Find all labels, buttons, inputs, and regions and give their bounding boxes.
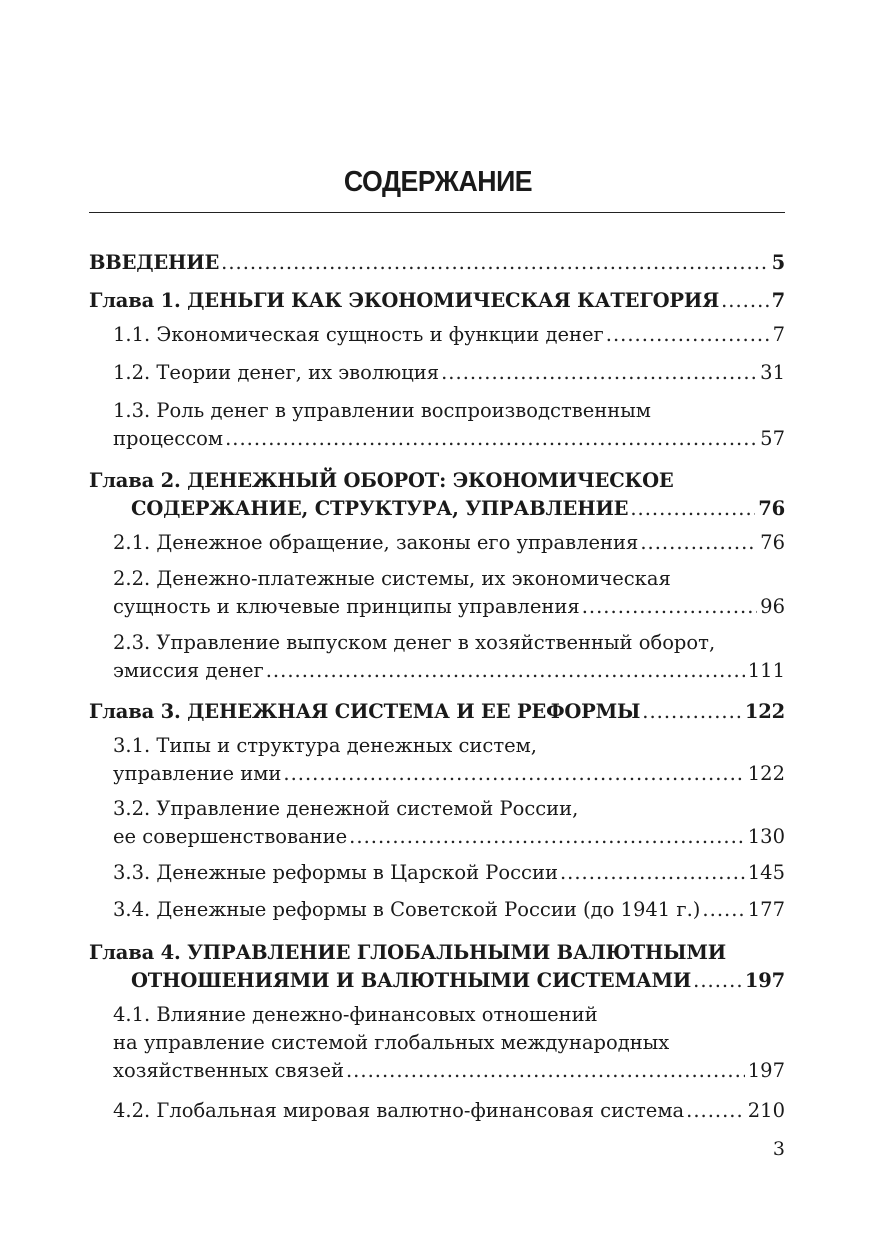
toc-page-number: 96	[760, 595, 785, 618]
toc-chapter[interactable]	[89, 467, 785, 523]
toc-page-number: 76	[758, 497, 785, 520]
toc-entry-title: Глава 2. ДЕНЕЖНЫЙ ОБОРОТ: ЭКОНОМИЧЕСКОЕ	[89, 469, 674, 492]
page-title: СОДЕРЖАНИЕ	[343, 166, 533, 198]
dot-leader	[582, 593, 757, 621]
dot-leader	[702, 896, 744, 924]
toc-section[interactable]	[89, 795, 785, 851]
toc-page-number: 122	[744, 700, 785, 723]
dot-leader	[560, 859, 745, 887]
dot-leader	[266, 657, 745, 685]
toc-page-number: 210	[747, 1099, 785, 1122]
toc-page-number: 197	[744, 969, 785, 992]
toc-entry-title: 3.4. Денежные реформы в Советской России (до 1941 г.)	[113, 898, 701, 921]
toc-entry-title: процессом	[113, 427, 224, 450]
toc-section[interactable]	[89, 565, 785, 621]
toc-section[interactable]	[89, 896, 785, 924]
dot-leader	[630, 495, 755, 523]
toc-entry-title: СОДЕРЖАНИЕ, СТРУКТУРА, УПРАВЛЕНИЕ	[131, 497, 629, 520]
title-rule	[89, 212, 785, 213]
toc-section[interactable]	[89, 629, 785, 685]
toc-chapter[interactable]	[89, 939, 785, 995]
dot-leader	[642, 698, 742, 726]
dot-leader	[686, 1097, 745, 1125]
toc-chapter[interactable]	[89, 249, 785, 277]
toc-entry-title: ВВЕДЕНИЕ	[89, 251, 220, 274]
toc-page-number: 130	[747, 825, 785, 848]
dot-leader	[221, 249, 768, 277]
toc-page-number: 31	[760, 361, 785, 384]
dot-leader	[283, 760, 744, 788]
toc-entry-title: 3.1. Типы и структура денежных систем,	[113, 734, 538, 757]
toc-section[interactable]	[89, 397, 785, 453]
dot-leader	[349, 823, 745, 851]
toc-section[interactable]	[89, 321, 785, 349]
toc-entry-title: 1.3. Роль денег в управлении воспроизводственным	[113, 399, 651, 422]
toc-entry-title: сущность и ключевые принципы управления	[113, 595, 580, 618]
toc-entry-title: 2.3. Управление выпуском денег в хозяйственный оборот,	[113, 631, 716, 654]
toc-entry-title: Глава 3. ДЕНЕЖНАЯ СИСТЕМА И ЕЕ РЕФОРМЫ	[89, 700, 641, 723]
toc-entry-title: 3.2. Управление денежной системой России,	[113, 797, 579, 820]
toc-entry-title: хозяйственных связей	[113, 1059, 344, 1082]
dot-leader	[441, 359, 757, 387]
toc-entry-title: 2.1. Денежное обращение, законы его управления	[113, 531, 639, 554]
toc-entry-title: 3.3. Денежные реформы в Царской России	[113, 861, 558, 884]
toc-entry-title: 1.1. Экономическая сущность и функции денег	[113, 323, 604, 346]
page-number: 3	[772, 1138, 785, 1160]
toc-section[interactable]	[89, 859, 785, 887]
toc-page-number: 57	[760, 427, 785, 450]
toc-section[interactable]	[89, 359, 785, 387]
dot-leader	[721, 287, 769, 315]
toc-page-number: 7	[771, 289, 785, 312]
dot-leader	[225, 425, 757, 453]
toc-entry-title: ОТНОШЕНИЯМИ И ВАЛЮТНЫМИ СИСТЕМАМИ	[131, 969, 692, 992]
toc-page-number: 145	[747, 861, 785, 884]
toc-section[interactable]	[89, 1001, 785, 1085]
toc-page-number: 76	[760, 531, 785, 554]
dot-leader	[640, 529, 757, 557]
toc-page-number: 197	[747, 1059, 785, 1082]
toc-entry-title: Глава 1. ДЕНЬГИ КАК ЭКОНОМИЧЕСКАЯ КАТЕГОРИЯ	[89, 289, 720, 312]
toc-page-number: 5	[771, 251, 785, 274]
dot-leader	[346, 1057, 745, 1085]
toc-entry-title: управление ими	[113, 762, 282, 785]
toc-section[interactable]	[89, 529, 785, 557]
toc-entry-title: 2.2. Денежно-платежные системы, их экономическая	[113, 567, 671, 590]
dot-leader	[606, 321, 770, 349]
toc-entry-title: 4.2. Глобальная мировая валютно-финансовая система	[113, 1099, 685, 1122]
toc-entry-title: ее совершенствование	[113, 825, 348, 848]
toc-section[interactable]	[89, 1097, 785, 1125]
toc-page-number: 122	[747, 762, 785, 785]
toc-entry-title: на управление системой глобальных международных	[113, 1031, 670, 1054]
dot-leader	[693, 967, 742, 995]
toc-chapter[interactable]	[89, 287, 785, 315]
toc-entry-title: 4.1. Влияние денежно-финансовых отношений	[113, 1003, 598, 1026]
toc-chapter[interactable]	[89, 698, 785, 726]
toc-page-number: 7	[772, 323, 785, 346]
toc-entry-title: 1.2. Теории денег, их эволюция	[113, 361, 440, 384]
toc-page-number: 111	[747, 659, 785, 682]
toc-page-number: 177	[747, 898, 785, 921]
toc-entry-title: Глава 4. УПРАВЛЕНИЕ ГЛОБАЛЬНЫМИ ВАЛЮТНЫМИ	[89, 941, 726, 964]
toc-entry-title: эмиссия денег	[113, 659, 264, 682]
toc-section[interactable]	[89, 732, 785, 788]
